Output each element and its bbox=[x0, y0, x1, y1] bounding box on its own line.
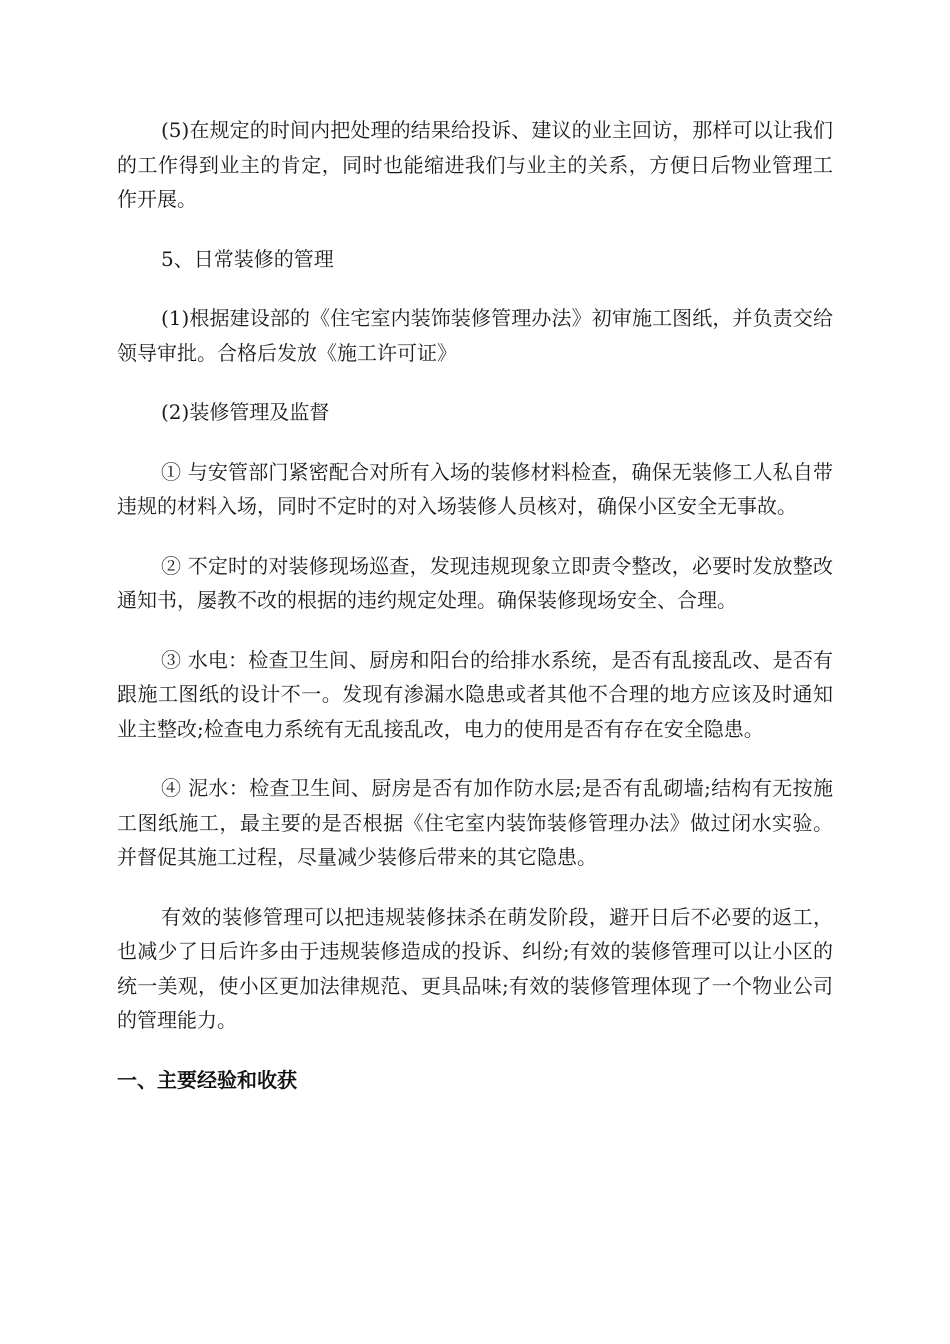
paragraph-masonry: ④ 泥水：检查卫生间、厨房是否有加作防水层;是否有乱砌墙;结构有无按施工图纸施工，最主要的是否根据《住宅室内装饰装修管理办法》做过闭水实验。并督促其施工过程，尽量减少装修后带来的其它隐患。 bbox=[117, 776, 833, 869]
section-title-renovation-management: 5、日常装修的管理 bbox=[161, 246, 334, 271]
paragraph-plumbing-electric: ③ 水电：检查卫生间、厨房和阳台的给排水系统，是否有乱接乱改、是否有跟施工图纸的设计不一。发现有渗漏水隐患或者其他不合理的地方应该及时通知业主整改;检查电力系统有无乱接乱改，电力的使用是否有存在安全隐患。 bbox=[117, 647, 833, 741]
document-body bbox=[117, 113, 833, 1097]
paragraph-site-patrol: ② 不定时的对装修现场巡查，发现违规现象立即责令整改，必要时发放整改通知书，屡教不改的根据的违约规定处理。确保装修现场安全、合理。 bbox=[117, 553, 833, 612]
paragraph-summary: 有效的装修管理可以把违规装修抹杀在萌发阶段，避开日后不必要的返工，也减少了日后许多由于违规装修造成的投诉、纠纷;有效的装修管理可以让小区的统一美观，使小区更加法律规范、更具品味;有效的装修管理体现了一个物业公司的管理能力。 bbox=[117, 904, 833, 1032]
paragraph-material-inspection: ① 与安管部门紧密配合对所有入场的装修材料检查，确保无装修工人私自带违规的材料入场，同时不定时的对入场装修人员核对，确保小区安全无事故。 bbox=[117, 459, 833, 518]
paragraph-complaint-followup: (5)在规定的时间内把处理的结果给投诉、建议的业主回访，那样可以让我们的工作得到业主的肯定，同时也能缩进我们与业主的关系，方便日后物业管理工作开展。 bbox=[117, 118, 833, 211]
section-heading-experience: 一、主要经验和收获 bbox=[117, 1067, 297, 1092]
paragraph-drawing-review: (1)根据建设部的《住宅室内装饰装修管理办法》初审施工图纸，并负责交给领导审批。合格后发放《施工许可证》 bbox=[117, 306, 833, 365]
subsection-title-supervision: (2)装修管理及监督 bbox=[161, 400, 330, 424]
